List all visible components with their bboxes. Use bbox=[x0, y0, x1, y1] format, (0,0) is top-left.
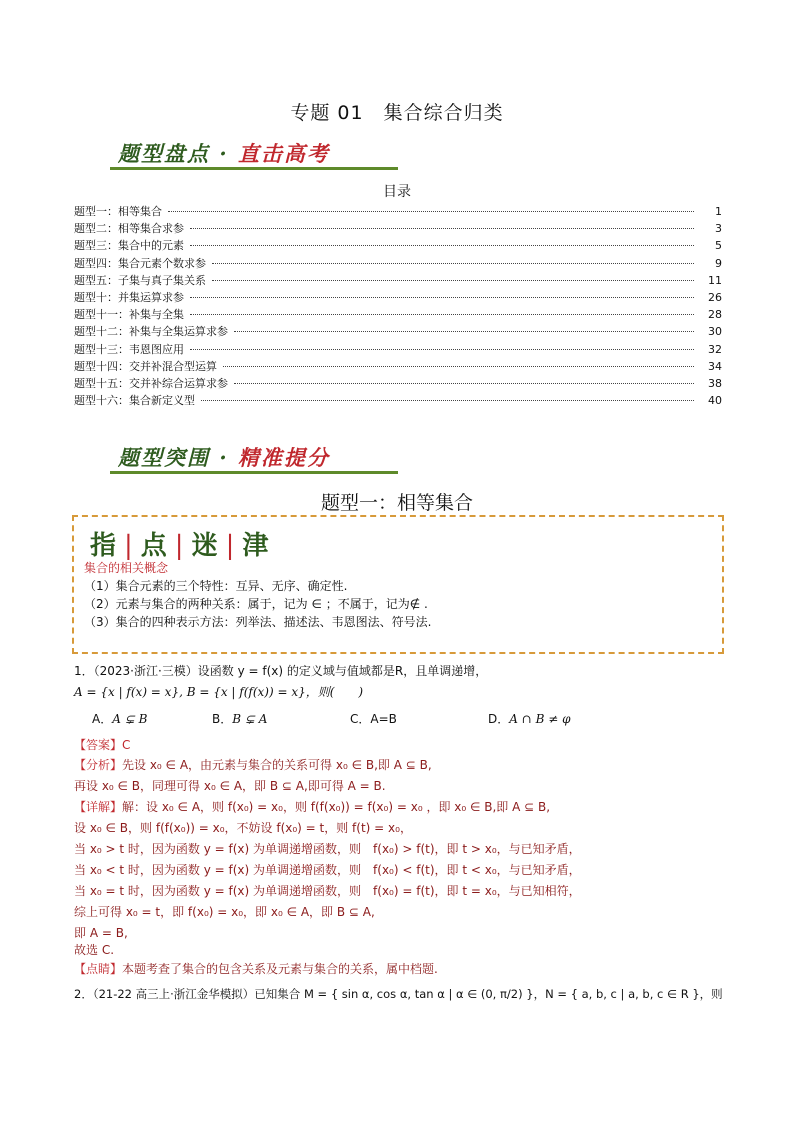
tip-char: 点 bbox=[140, 531, 169, 561]
detail-tag: 【详解】 bbox=[74, 800, 123, 814]
toc-row[interactable] bbox=[74, 306, 722, 323]
q1-sets: A = {x | f(x) = x}, B = {x | f(f(x)) = x}，则( ) bbox=[74, 685, 364, 699]
toc-row[interactable] bbox=[74, 203, 722, 220]
toc-label: 题型十四：交并补混合型运算 bbox=[74, 359, 217, 373]
section-title: 题型一：相等集合 bbox=[320, 492, 473, 514]
toc-leader-dots bbox=[168, 211, 694, 212]
q1-comment bbox=[74, 960, 438, 977]
toc-row[interactable] bbox=[74, 289, 722, 306]
banner-left-text: 题型突围 bbox=[118, 445, 210, 470]
banner-dot: · bbox=[219, 141, 229, 166]
toc-row[interactable] bbox=[74, 341, 722, 358]
q1-analysis-2: 再设 x₀ ∈ B，同理可得 x₀ ∈ A，即 B ⊆ A,即可得 A = B. bbox=[74, 779, 386, 793]
toc-page-number: 5 bbox=[715, 239, 722, 253]
toc-page-number: 34 bbox=[708, 359, 722, 373]
toc-leader-dots bbox=[212, 263, 694, 264]
banner-right-text: 直击高考 bbox=[237, 141, 330, 166]
table-of-contents bbox=[74, 203, 722, 409]
q1-detail-3: 当 x₀ > t 时，因为函数 y = f(x) 为单调递增函数，则 f(x₀) > f(t)，即 t > x₀，与已知矛盾， bbox=[74, 842, 581, 856]
toc-leader-dots bbox=[212, 280, 694, 281]
tip-line-1: （1）集合元素的三个特性：互异、无序、确定性. bbox=[84, 579, 348, 593]
banner-text bbox=[118, 138, 330, 168]
toc-label: 题型一：相等集合 bbox=[74, 205, 162, 218]
toc-label: 题型十六：集合新定义型 bbox=[74, 394, 195, 408]
toc-leader-dots bbox=[234, 331, 694, 332]
option-label: B． bbox=[212, 712, 233, 726]
toc-row[interactable] bbox=[74, 237, 722, 254]
tip-heading bbox=[90, 525, 270, 562]
toc-page-number: 40 bbox=[708, 394, 722, 408]
q1-detail-4: 当 x₀ < t 时，因为函数 y = f(x) 为单调递增函数，则 f(x₀) < f(t)，即 t < x₀，与已知矛盾， bbox=[74, 863, 581, 877]
toc-label: 题型十一：补集与全集 bbox=[74, 308, 184, 322]
toc-page-number: 32 bbox=[708, 342, 722, 356]
toc-label: 题型十五：交并补综合运算求参 bbox=[74, 376, 228, 390]
detail-text: 解：设 x₀ ∈ A，则 f(x₀) = x₀，则 f(f(x₀)) = f(x₀) = x₀ ，即 x₀ ∈ B,即 A ⊆ B, bbox=[122, 800, 551, 814]
toc-leader-dots bbox=[234, 383, 694, 384]
answer-value: C bbox=[122, 738, 131, 752]
toc-leader-dots bbox=[190, 314, 694, 315]
toc-leader-dots bbox=[190, 349, 694, 350]
toc-page-number: 1 bbox=[715, 205, 722, 218]
toc-leader-dots bbox=[223, 366, 694, 367]
option-math: A ∩ B ≠ φ bbox=[509, 712, 571, 726]
toc-page-number: 38 bbox=[708, 376, 722, 390]
toc-row[interactable] bbox=[74, 272, 722, 289]
q1-detail-5: 当 x₀ = t 时，因为函数 y = f(x) 为单调递增函数，则 f(x₀) = f(t)，即 t = x₀，与已知相符， bbox=[74, 884, 581, 898]
q1-detail-6: 综上可得 x₀ = t，即 f(x₀) = x₀，即 x₀ ∈ A，即 B ⊆ A, bbox=[74, 905, 375, 919]
toc-label: 题型十二：补集与全集运算求参 bbox=[74, 325, 228, 339]
q1-detail-7: 即 A = B, bbox=[74, 926, 128, 940]
document-title: 专题 01 集合综合归类 bbox=[290, 102, 504, 124]
q2-stem: 2．（21-22 高三上·浙江金华模拟）已知集合 M = { sin α, cos α, tan α | α ∈ (0, π/2) }，N = { a, b, c | a, b, c ∈ R }，则 bbox=[74, 987, 723, 1001]
section-banner-overview bbox=[74, 128, 404, 182]
banner-text bbox=[118, 442, 330, 472]
banner-right-text: 精准提分 bbox=[237, 445, 330, 470]
q1-choose: 故选 C. bbox=[74, 943, 115, 957]
q1-option-a bbox=[92, 710, 147, 727]
tip-char: 津 bbox=[242, 531, 271, 561]
tip-line-2: （2）元素与集合的两种关系：属于，记为 ∈ ；不属于，记为∉ . bbox=[84, 597, 428, 611]
toc-page-number: 26 bbox=[708, 290, 722, 304]
toc-label: 题型十：并集运算求参 bbox=[74, 290, 184, 304]
tip-concept: 集合的相关概念 bbox=[84, 561, 169, 575]
analysis-tag: 【分析】 bbox=[74, 758, 123, 772]
toc-label: 题型五：子集与真子集关系 bbox=[74, 273, 206, 287]
toc-row[interactable] bbox=[74, 220, 722, 237]
option-math: B ⊊ A bbox=[232, 712, 268, 726]
toc-row[interactable] bbox=[74, 255, 722, 272]
toc-row[interactable] bbox=[74, 392, 722, 409]
tip-char: 指 bbox=[90, 531, 119, 561]
q1-option-c: C．A=B bbox=[350, 712, 397, 726]
toc-leader-dots bbox=[201, 400, 694, 401]
banner-left-text: 题型盘点 bbox=[118, 141, 210, 166]
toc-page-number: 28 bbox=[708, 308, 722, 322]
q1-answer bbox=[74, 736, 130, 753]
toc-label: 题型二：相等集合求参 bbox=[74, 222, 184, 236]
option-label: A． bbox=[92, 712, 113, 726]
tip-char: 迷 bbox=[191, 531, 220, 561]
toc-leader-dots bbox=[190, 228, 694, 229]
toc-label: 题型四：集合元素个数求参 bbox=[74, 256, 206, 270]
toc-row[interactable] bbox=[74, 323, 722, 340]
answer-tag: 【答案】 bbox=[74, 738, 123, 752]
option-math: A ⊊ B bbox=[112, 712, 148, 726]
tip-box bbox=[72, 515, 724, 654]
tip-sep: | bbox=[174, 531, 186, 561]
tip-line-3: （3）集合的四种表示方法：列举法、描述法、韦恩图法、符号法. bbox=[84, 615, 432, 629]
toc-row[interactable] bbox=[74, 375, 722, 392]
banner-dot: · bbox=[219, 445, 229, 470]
comment-text: 本题考查了集合的包含关系及元素与集合的关系，属中档题. bbox=[122, 962, 438, 976]
option-label: D． bbox=[488, 712, 510, 726]
toc-heading: 目录 bbox=[383, 184, 411, 200]
tip-sep: | bbox=[124, 531, 135, 561]
tip-sep: | bbox=[225, 531, 237, 561]
q1-option-d bbox=[488, 710, 571, 727]
toc-label: 题型十三：韦恩图应用 bbox=[74, 342, 184, 356]
comment-tag: 【点睛】 bbox=[74, 962, 123, 976]
toc-page-number: 30 bbox=[708, 325, 722, 339]
q1-analysis-1 bbox=[74, 756, 432, 773]
q1-detail-2: 设 x₀ ∈ B，则 f(f(x₀)) = x₀，不妨设 f(x₀) = t，则 f(t) = x₀， bbox=[74, 821, 412, 835]
section-banner-practice bbox=[74, 432, 404, 486]
toc-page-number: 9 bbox=[715, 256, 722, 270]
toc-page-number: 3 bbox=[715, 222, 722, 236]
toc-row[interactable] bbox=[74, 358, 722, 375]
analysis-text: 先设 x₀ ∈ A，由元素与集合的关系可得 x₀ ∈ B,即 A ⊆ B, bbox=[122, 758, 432, 772]
q1-option-b bbox=[212, 710, 267, 727]
toc-leader-dots bbox=[190, 297, 694, 298]
q1-stem: 1．（2023·浙江·三模）设函数 y = f(x) 的定义域与值域都是R，且单调递增， bbox=[74, 664, 488, 678]
q1-detail-1 bbox=[74, 798, 550, 815]
toc-label: 题型三：集合中的元素 bbox=[74, 239, 184, 253]
toc-page-number: 11 bbox=[708, 273, 722, 287]
toc-leader-dots bbox=[190, 245, 694, 246]
